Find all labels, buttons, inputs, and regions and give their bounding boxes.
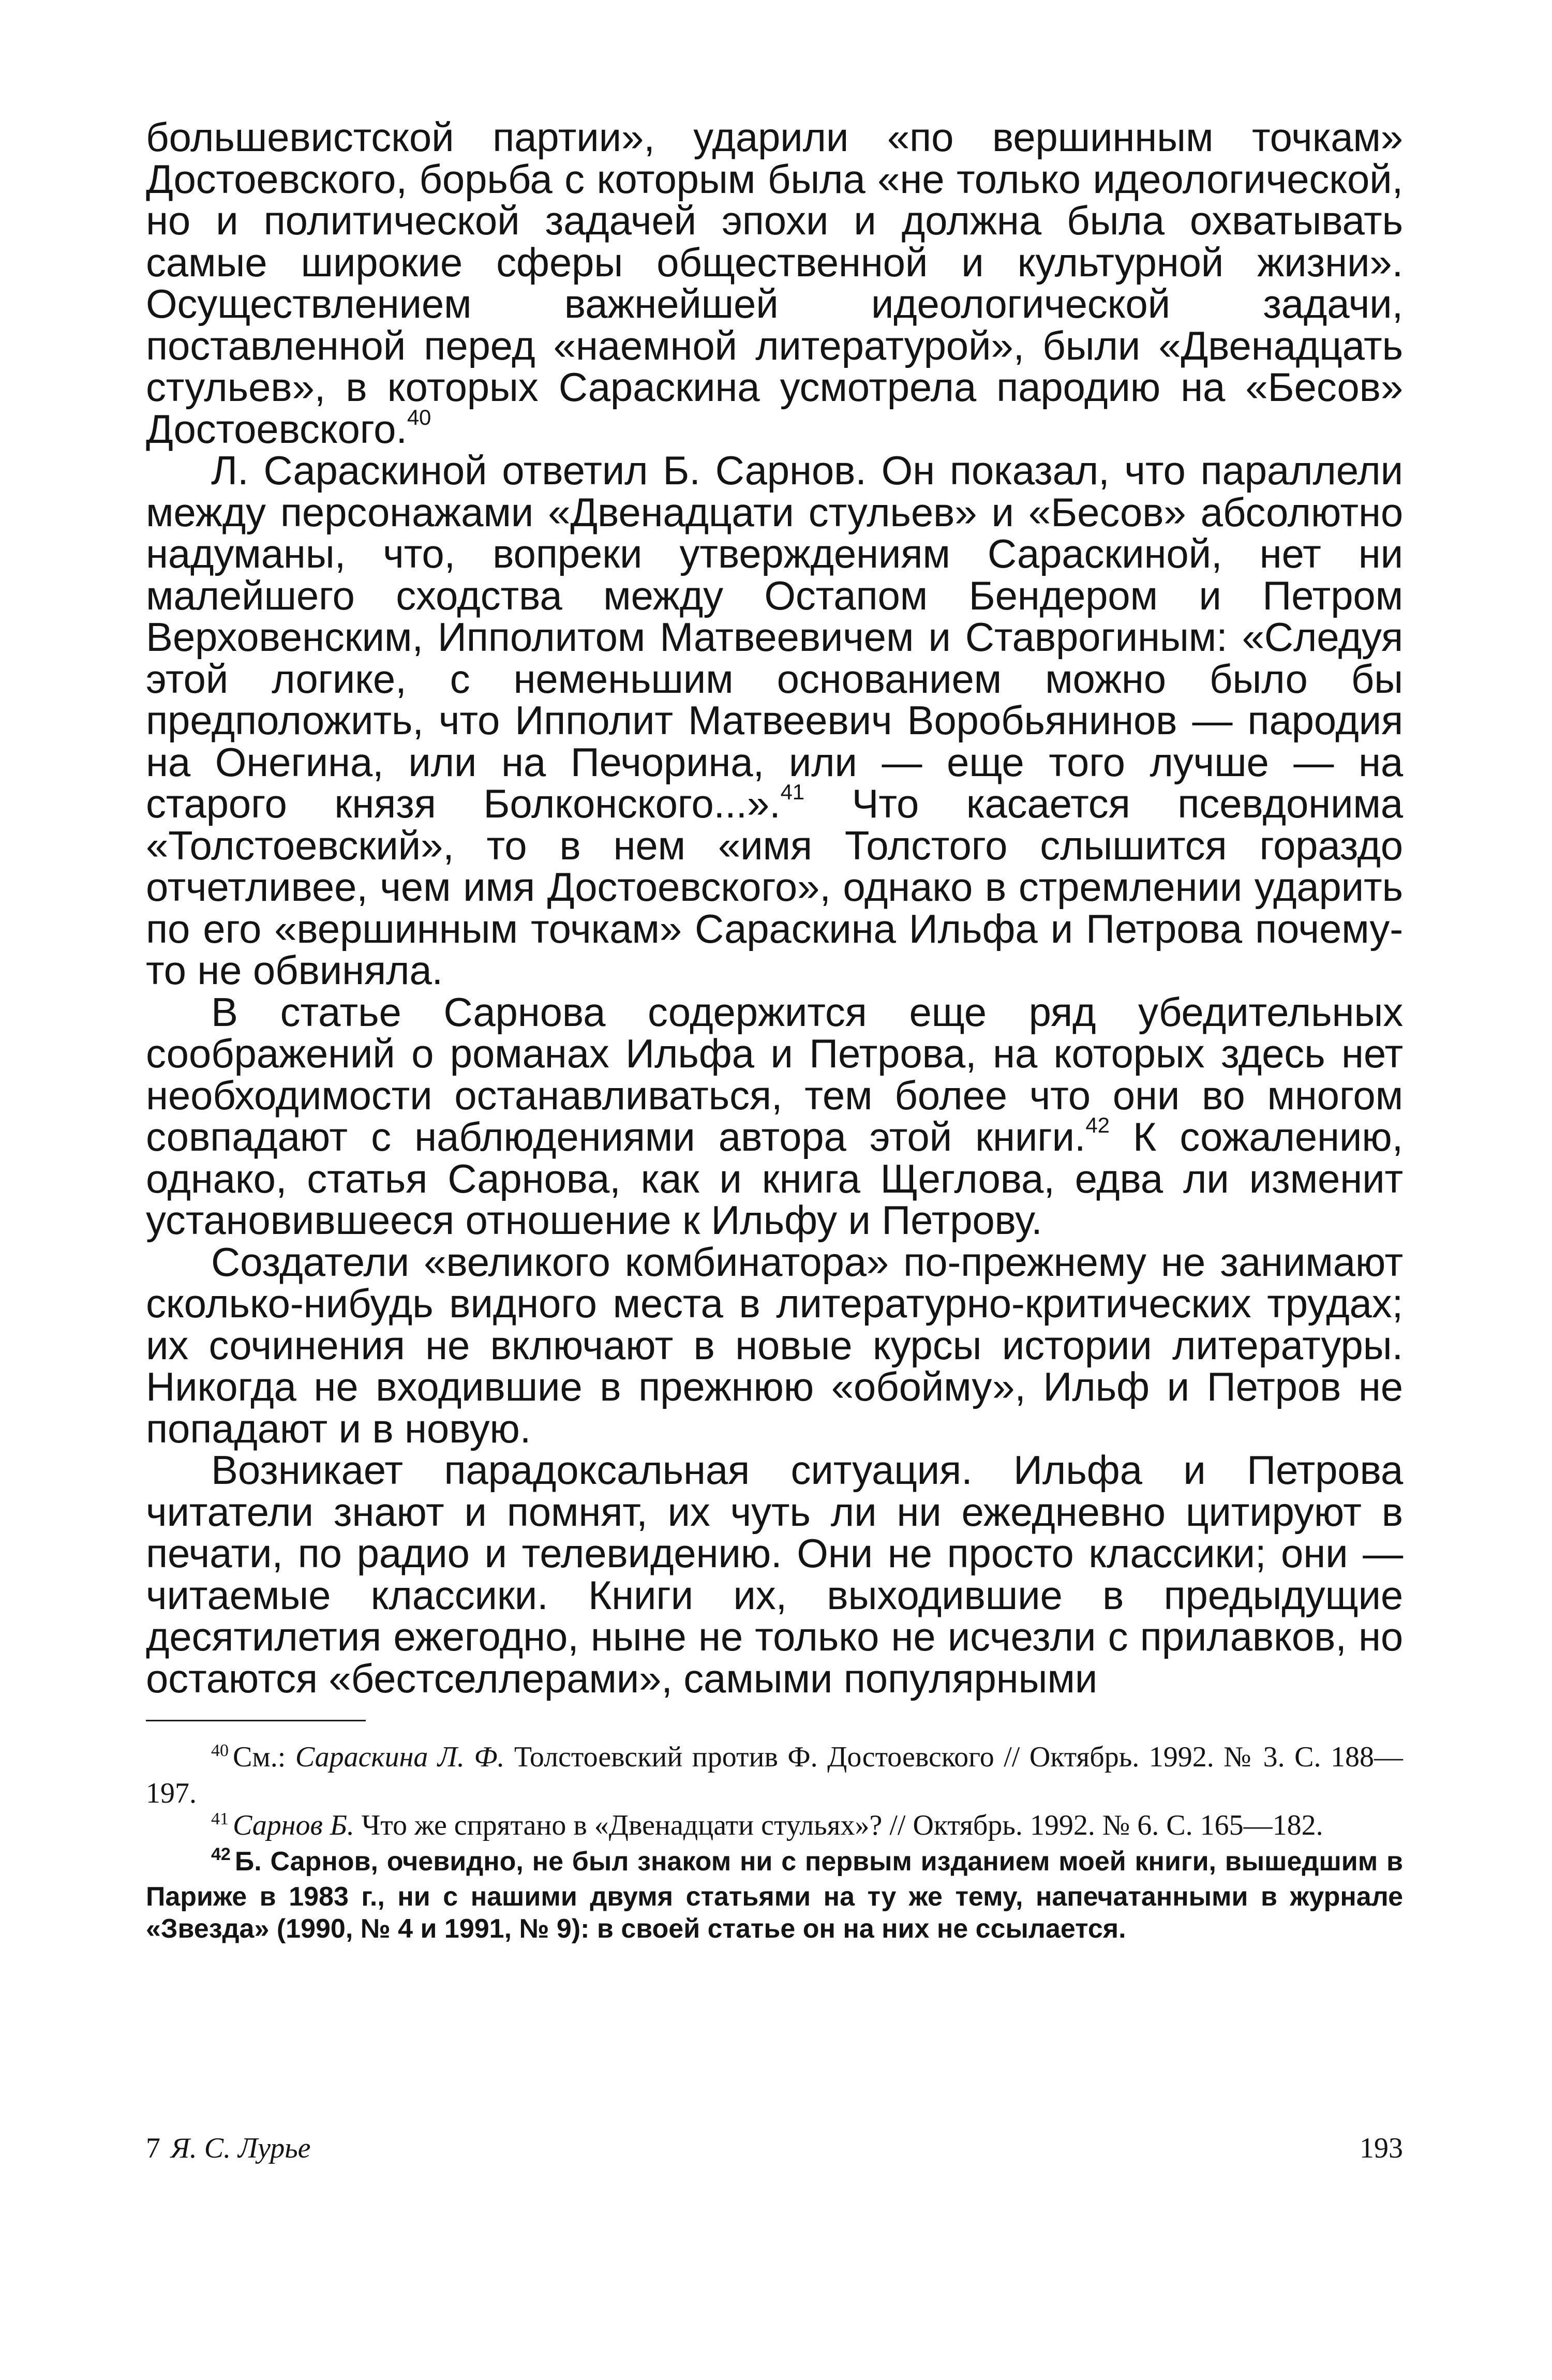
paragraph-5-text: Возникает парадоксальная ситуация. Ильфа и Петрова читатели знают и помнят, их чуть ли ни ежедневно цитируют в печати, по радио и телевидению. Они не просто классики; они — читаемые классики. Книги их, выходившие в предыдущие десятилетия ежегодно, ныне не только не исчезли с прилавков, но остаются «бестселлерами», самыми популярными bbox=[146, 1447, 1403, 1701]
paragraph-2-text-a: Л. Сараскиной ответил Б. Сарнов. Он показал, что параллели между персонажами «Двенадцати стульев» и «Бесов» абсолютно надуманы, что, вопреки утверждениям Сараскиной, нет ни малейшего сходства между Остапом Бендером и Петром Верховенским, Ипполитом Матвеевичем и Ставрогиным: «Следуя этой логике, с неменьшим основанием можно было бы предположить, что Ипполит Матвеевич Воробьянинов — пародия на Онегина, или на Печорина, или — еще того лучше — на старого князя Болконского...». bbox=[146, 448, 1403, 826]
signature-name: Я. С. Лурье bbox=[171, 2132, 311, 2164]
page-footer bbox=[146, 2132, 1403, 2165]
footnote-ref-42[interactable]: 42 bbox=[1085, 1113, 1110, 1137]
paragraph-2-text-b: Что касается псевдонима «Толстоевский», то в нем «имя Толстого слышится гораздо отчетливее, чем имя Достоевского», однако в стремлении ударить по его «вершинным точкам» Сараскина Ильфа и Петрова почему-то не обвиняла. bbox=[146, 781, 1403, 993]
footnote-number: 40 bbox=[211, 1741, 229, 1760]
paragraph-4 bbox=[146, 1241, 1403, 1450]
paragraph-1 bbox=[146, 116, 1403, 450]
signature-number: 7 bbox=[146, 2132, 160, 2164]
footnote-40-author: Сараскина Л. Ф. bbox=[295, 1741, 505, 1773]
paragraph-3-text-b: К сожалению, однако, статья Сарнова, как и книга Щеглова, едва ли изменит установившееся отношение к Ильфу и Петрову. bbox=[146, 1114, 1403, 1243]
footnote-40-citation: Толстоевский против Ф. Достоевского // Октябрь. 1992. № 3. С. 188—197. bbox=[146, 1741, 1403, 1809]
paragraph-1-text: большевистской партии», ударили «по вершинным точкам» Достоевского, борьба с которым была «не только идеологической, но и политической задачей эпохи и должна была охватывать самые широкие сферы общественной и культурной жизни». Осуществлением важнейшей идеологической задачи, поставленной перед «наемной литературой», были «Двенадцать стульев», в которых Сараскина усмотрела пародию на «Бесов» Достоевского. bbox=[146, 114, 1403, 452]
footnotes bbox=[146, 1741, 1403, 1945]
page-number: 193 bbox=[1360, 2132, 1403, 2164]
footnote-42-text: Б. Сарнов, очевидно, не был знаком ни с первым изданием моей книги, вышедшим в Париже в 1983 г., ни с нашими двумя статьями на ту же тему, напечатанными в журнале «Звезда» (1990, № 4 и 1991, № 9): в своей статье он на них не ссылается. bbox=[146, 1847, 1403, 1944]
paragraph-2 bbox=[146, 450, 1403, 991]
main-text bbox=[146, 116, 1403, 1699]
footnote-41-author: Сарнов Б. bbox=[233, 1809, 354, 1841]
paragraph-4-text: Создатели «великого комбинатора» по-прежнему не занимают сколько-нибудь видного места в литературно-критических трудах; их сочинения не включают в новые курсы истории литературы. Никогда не входившие в прежнюю «обойму», Ильф и Петров не попадают и в новую. bbox=[146, 1239, 1403, 1451]
footnote-42 bbox=[146, 1846, 1403, 1945]
footnote-41-citation: Что же спрятано в «Двенадцати стульях»? // Октябрь. 1992. № 6. С. 165—182. bbox=[354, 1809, 1323, 1841]
footnote-ref-40[interactable]: 40 bbox=[407, 405, 431, 429]
book-page bbox=[146, 116, 1403, 2289]
footnote-separator bbox=[146, 1720, 366, 1721]
footnote-ref-41[interactable]: 41 bbox=[780, 780, 804, 804]
footnote-number: 41 bbox=[211, 1809, 229, 1828]
footnote-number: 42 bbox=[211, 1844, 231, 1864]
footnote-40 bbox=[146, 1741, 1403, 1809]
paragraph-3 bbox=[146, 991, 1403, 1241]
footnote-40-prefix: См.: bbox=[233, 1741, 295, 1773]
footnote-41 bbox=[146, 1809, 1403, 1846]
printer-signature bbox=[146, 2132, 311, 2165]
paragraph-5 bbox=[146, 1449, 1403, 1699]
paragraph-3-text-a: В статье Сарнова содержится еще ряд убедительных соображений о романах Ильфа и Петрова, на которых здесь нет необходимости останавливаться, тем более что они во многом совпадают с наблюдениями автора этой книги. bbox=[146, 989, 1403, 1159]
